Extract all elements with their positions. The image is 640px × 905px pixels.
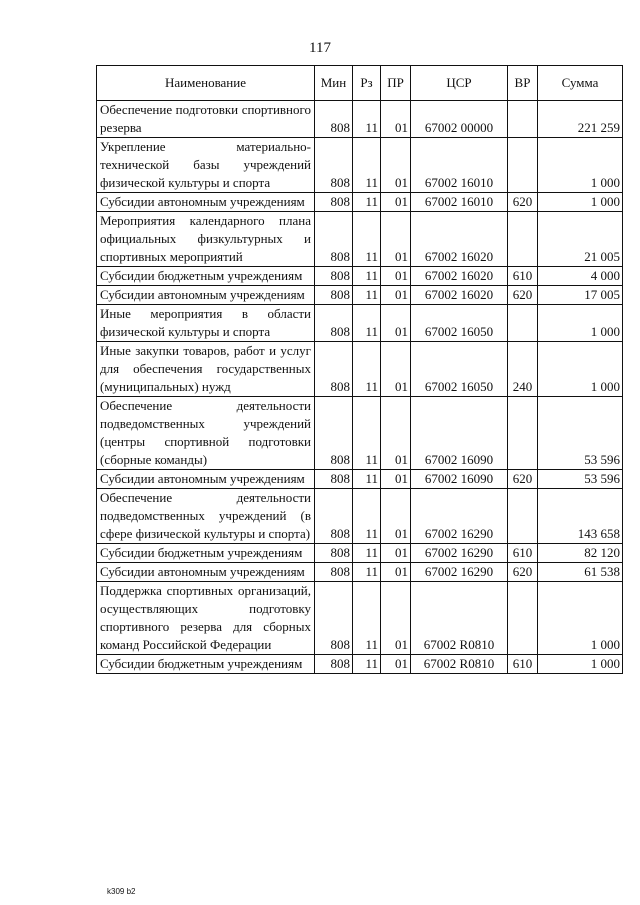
row-sum-cell: 143 658 [538,489,623,544]
row-csr-cell: 67002 16090 [411,470,508,489]
table-row [97,563,623,582]
row-csr-cell: 67002 16050 [411,305,508,342]
row-csr-cell: 67002 16050 [411,342,508,397]
row-name-cell: Субсидии автономным учреждениям [97,193,315,212]
row-sum-cell: 21 005 [538,212,623,267]
table-row [97,470,623,489]
row-vr-cell: 610 [508,544,538,563]
row-pr-cell: 01 [381,470,411,489]
row-rz-cell: 11 [353,286,381,305]
row-pr-cell: 01 [381,101,411,138]
header-pr: ПР [381,66,411,101]
row-sum-cell: 61 538 [538,563,623,582]
row-pr-cell: 01 [381,193,411,212]
row-sum-cell: 17 005 [538,286,623,305]
header-name: Наименование [97,66,315,101]
table-header-row [97,66,623,101]
row-name-cell: Поддержка спортивных организаций, осуществляющих подготовку спортивного резерва для сборных команд Российской Федерации [97,582,315,655]
table-row [97,582,623,655]
table-row [97,397,623,470]
row-vr-cell [508,582,538,655]
row-vr-cell: 620 [508,286,538,305]
row-vr-cell: 610 [508,655,538,674]
row-sum-cell: 1 000 [538,655,623,674]
row-vr-cell: 240 [508,342,538,397]
row-min-cell: 808 [315,397,353,470]
row-csr-cell: 67002 R0810 [411,582,508,655]
row-vr-cell [508,489,538,544]
table-row [97,342,623,397]
row-rz-cell: 11 [353,397,381,470]
page-number: 117 [309,40,331,56]
row-rz-cell: 11 [353,582,381,655]
row-min-cell: 808 [315,101,353,138]
row-pr-cell: 01 [381,489,411,544]
row-rz-cell: 11 [353,212,381,267]
row-name-cell: Субсидии бюджетным учреждениям [97,655,315,674]
row-name-cell: Субсидии автономным учреждениям [97,470,315,489]
row-vr-cell: 620 [508,563,538,582]
row-rz-cell: 11 [353,470,381,489]
row-name-cell: Укрепление материально-технической базы учреждений физической культуры и спорта [97,138,315,193]
row-min-cell: 808 [315,470,353,489]
row-rz-cell: 11 [353,655,381,674]
row-rz-cell: 11 [353,101,381,138]
row-sum-cell: 1 000 [538,193,623,212]
footer-code: k309 b2 [107,887,136,896]
table-body [97,101,623,674]
row-vr-cell [508,138,538,193]
row-sum-cell: 53 596 [538,397,623,470]
row-min-cell: 808 [315,544,353,563]
row-pr-cell: 01 [381,397,411,470]
row-vr-cell: 610 [508,267,538,286]
row-csr-cell: 67002 16020 [411,267,508,286]
row-vr-cell [508,305,538,342]
row-csr-cell: 67002 00000 [411,101,508,138]
row-name-cell: Иные мероприятия в области физической культуры и спорта [97,305,315,342]
row-pr-cell: 01 [381,342,411,397]
row-name-cell: Иные закупки товаров, работ и услуг для обеспечения государственных (муниципальных) нужд [97,342,315,397]
row-name-cell: Мероприятия календарного плана официальных физкультурных и спортивных мероприятий [97,212,315,267]
table-row [97,655,623,674]
row-min-cell: 808 [315,563,353,582]
row-pr-cell: 01 [381,655,411,674]
row-pr-cell: 01 [381,305,411,342]
header-csr: ЦСР [411,66,508,101]
table-row [97,305,623,342]
row-pr-cell: 01 [381,582,411,655]
header-min: Мин [315,66,353,101]
row-vr-cell: 620 [508,470,538,489]
row-csr-cell: 67002 R0810 [411,655,508,674]
row-rz-cell: 11 [353,305,381,342]
row-pr-cell: 01 [381,138,411,193]
row-sum-cell: 1 000 [538,582,623,655]
row-sum-cell: 1 000 [538,305,623,342]
row-min-cell: 808 [315,655,353,674]
table-row [97,193,623,212]
table-row [97,101,623,138]
row-rz-cell: 11 [353,138,381,193]
table-row [97,267,623,286]
row-rz-cell: 11 [353,489,381,544]
row-name-cell: Субсидии автономным учреждениям [97,563,315,582]
row-sum-cell: 1 000 [538,138,623,193]
header-sum: Сумма [538,66,623,101]
row-csr-cell: 67002 16020 [411,212,508,267]
header-vr: ВР [508,66,538,101]
row-name-cell: Субсидии бюджетным учреждениям [97,267,315,286]
row-min-cell: 808 [315,305,353,342]
row-pr-cell: 01 [381,563,411,582]
row-min-cell: 808 [315,342,353,397]
row-csr-cell: 67002 16090 [411,397,508,470]
row-vr-cell: 620 [508,193,538,212]
row-csr-cell: 67002 16290 [411,544,508,563]
row-name-cell: Субсидии автономным учреждениям [97,286,315,305]
header-rz: Рз [353,66,381,101]
row-pr-cell: 01 [381,286,411,305]
row-sum-cell: 221 259 [538,101,623,138]
row-rz-cell: 11 [353,342,381,397]
row-min-cell: 808 [315,582,353,655]
row-min-cell: 808 [315,267,353,286]
row-min-cell: 808 [315,286,353,305]
row-csr-cell: 67002 16020 [411,286,508,305]
row-sum-cell: 4 000 [538,267,623,286]
row-rz-cell: 11 [353,544,381,563]
row-csr-cell: 67002 16290 [411,489,508,544]
row-rz-cell: 11 [353,563,381,582]
row-pr-cell: 01 [381,212,411,267]
row-vr-cell [508,397,538,470]
row-csr-cell: 67002 16290 [411,563,508,582]
table-row [97,286,623,305]
row-sum-cell: 53 596 [538,470,623,489]
row-name-cell: Обеспечение деятельности подведомственных учреждений (в сфере физической культуры и спорта) [97,489,315,544]
row-name-cell: Обеспечение деятельности подведомственных учреждений (центры спортивной подготовки (сборные команды) [97,397,315,470]
row-rz-cell: 11 [353,267,381,286]
row-name-cell: Обеспечение подготовки спортивного резерва [97,101,315,138]
table-row [97,212,623,267]
row-sum-cell: 1 000 [538,342,623,397]
row-csr-cell: 67002 16010 [411,138,508,193]
row-sum-cell: 82 120 [538,544,623,563]
row-csr-cell: 67002 16010 [411,193,508,212]
budget-table [96,65,623,674]
row-vr-cell [508,212,538,267]
table-row [97,544,623,563]
row-vr-cell [508,101,538,138]
row-name-cell: Субсидии бюджетным учреждениям [97,544,315,563]
table-row [97,138,623,193]
row-min-cell: 808 [315,138,353,193]
row-min-cell: 808 [315,489,353,544]
row-rz-cell: 11 [353,193,381,212]
row-min-cell: 808 [315,193,353,212]
row-pr-cell: 01 [381,544,411,563]
table-row [97,489,623,544]
row-min-cell: 808 [315,212,353,267]
row-pr-cell: 01 [381,267,411,286]
